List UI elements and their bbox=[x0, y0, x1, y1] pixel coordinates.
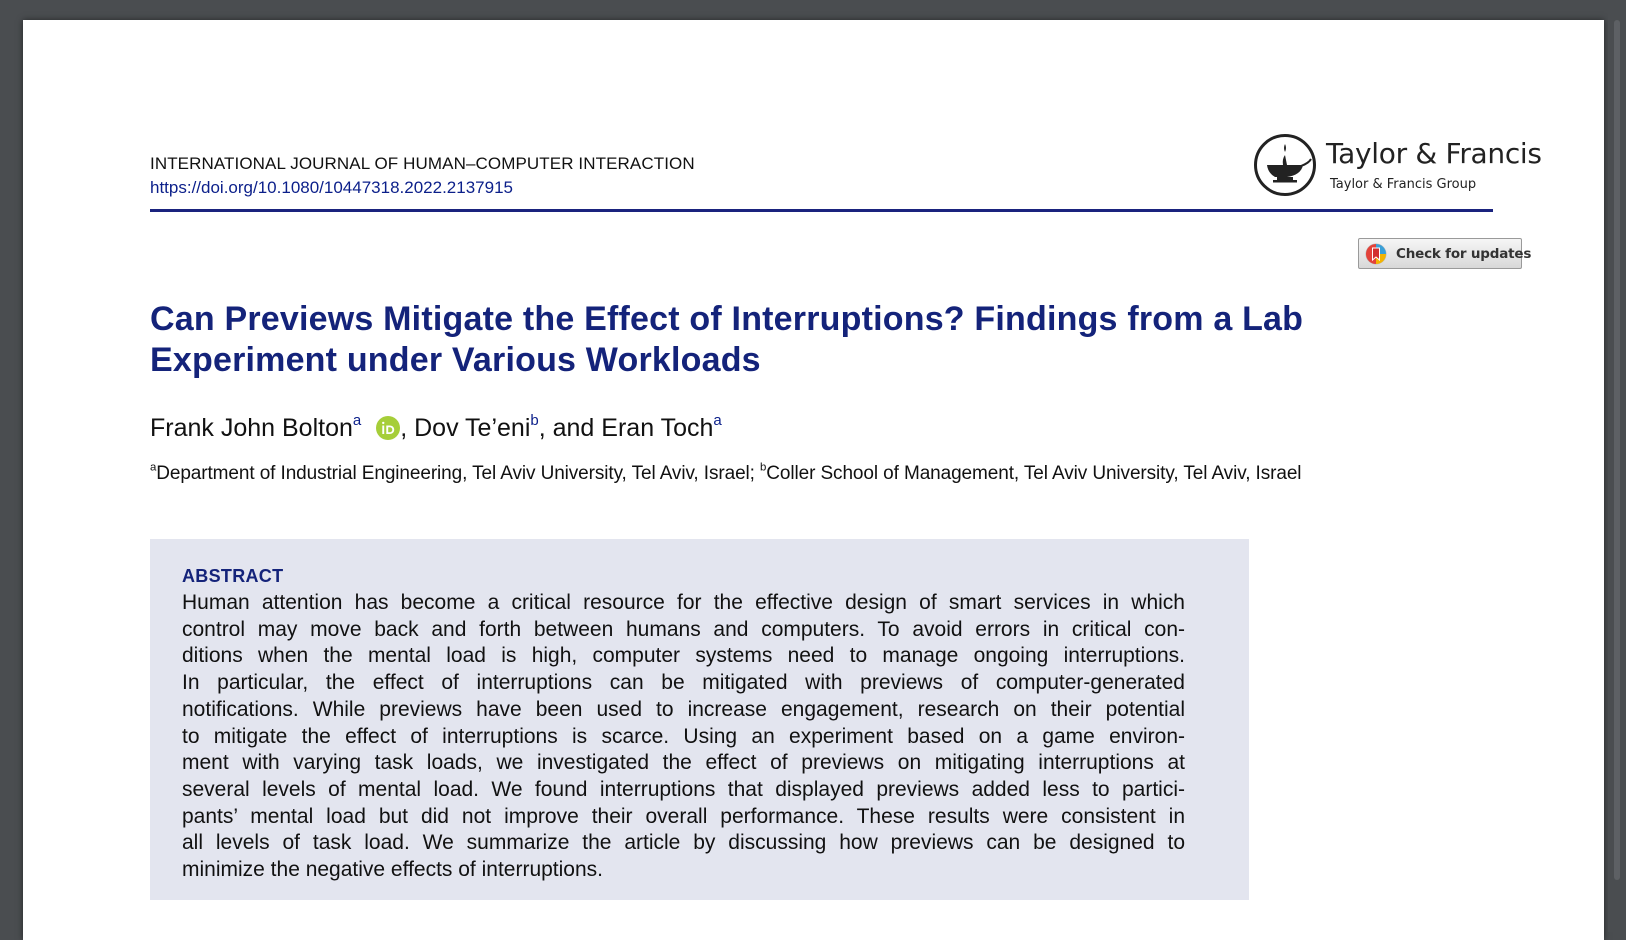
author-list bbox=[150, 411, 722, 443]
abstract-line: to mitigate the effect of interruptions is scarce. Using an experiment based on a game environ- bbox=[182, 724, 1185, 748]
author-name: Frank John Bolton bbox=[150, 414, 353, 442]
affiliation-mark: a bbox=[150, 461, 157, 474]
article-title bbox=[150, 299, 1350, 381]
orcid-icon[interactable] bbox=[376, 416, 400, 440]
affiliation-text: Coller School of Management, Tel Aviv University, Tel Aviv, Israel bbox=[766, 463, 1302, 484]
abstract-box bbox=[150, 539, 1249, 900]
author-name: Dov Te’eni bbox=[414, 414, 531, 442]
title-line-2: Experiment under Various Workloads bbox=[150, 341, 761, 379]
scrollbar-thumb[interactable] bbox=[1614, 20, 1620, 880]
pdf-page bbox=[23, 20, 1604, 940]
oil-lamp-icon bbox=[1253, 133, 1317, 197]
abstract-heading: ABSTRACT bbox=[182, 566, 284, 586]
abstract-line: pants’ mental load but did not improve their overall performance. These results were consistent in bbox=[182, 804, 1185, 828]
abstract-line: control may move back and forth between humans and computers. To avoid errors in critical con- bbox=[182, 617, 1185, 641]
abstract-line: ditions when the mental load is high, computer systems need to manage ongoing interruptions. bbox=[182, 644, 1185, 668]
abstract-line: Human attention has become a critical resource for the effective design of smart services in which bbox=[182, 591, 1185, 614]
journal-name: INTERNATIONAL JOURNAL OF HUMAN–COMPUTER INTERACTION bbox=[150, 154, 695, 173]
affiliation-text: Department of Industrial Engineering, Tel Aviv University, Tel Aviv, Israel; bbox=[156, 463, 761, 484]
abstract-text bbox=[182, 590, 1185, 884]
publisher-logo bbox=[1253, 133, 1553, 203]
title-line-1: Can Previews Mitigate the Effect of Interruptions? Findings from a Lab bbox=[150, 300, 1304, 338]
author-separator: , and bbox=[538, 414, 602, 442]
affiliations bbox=[150, 463, 1301, 485]
abstract-line: In particular, the effect of interruptions can be mitigated with previews of computer-generated bbox=[182, 671, 1185, 695]
abstract-line: minimize the negative effects of interruptions. bbox=[182, 858, 603, 882]
check-for-updates-label: Check for updates bbox=[1396, 245, 1532, 262]
crossmark-icon bbox=[1365, 243, 1387, 265]
publisher-name: Taylor & Francis bbox=[1326, 137, 1542, 170]
abstract-line: ment with varying task loads, we investigated the effect of previews on mitigating interruptions at bbox=[182, 751, 1185, 775]
abstract-line: notifications. While previews have been used to increase engagement, research on their potential bbox=[182, 697, 1185, 721]
abstract-line: all levels of task load. We summarize the article by discussing how previews can be designed to bbox=[182, 831, 1185, 855]
header-rule bbox=[150, 209, 1493, 212]
abstract-line: several levels of mental load. We found interruptions that displayed previews added less to partici- bbox=[182, 777, 1185, 801]
viewer-scrollbar[interactable] bbox=[1608, 0, 1626, 932]
affiliation-mark: b bbox=[760, 461, 767, 474]
affiliation-mark: a bbox=[713, 411, 722, 429]
doi-link[interactable]: https://doi.org/10.1080/10447318.2022.2137915 bbox=[150, 178, 513, 197]
affiliation-mark: b bbox=[530, 411, 539, 429]
publisher-group: Taylor & Francis Group bbox=[1330, 177, 1477, 192]
check-for-updates-button[interactable] bbox=[1358, 238, 1532, 269]
author-separator: , bbox=[400, 414, 415, 442]
author-name: Eran Toch bbox=[601, 414, 714, 442]
affiliation-mark: a bbox=[352, 411, 362, 429]
